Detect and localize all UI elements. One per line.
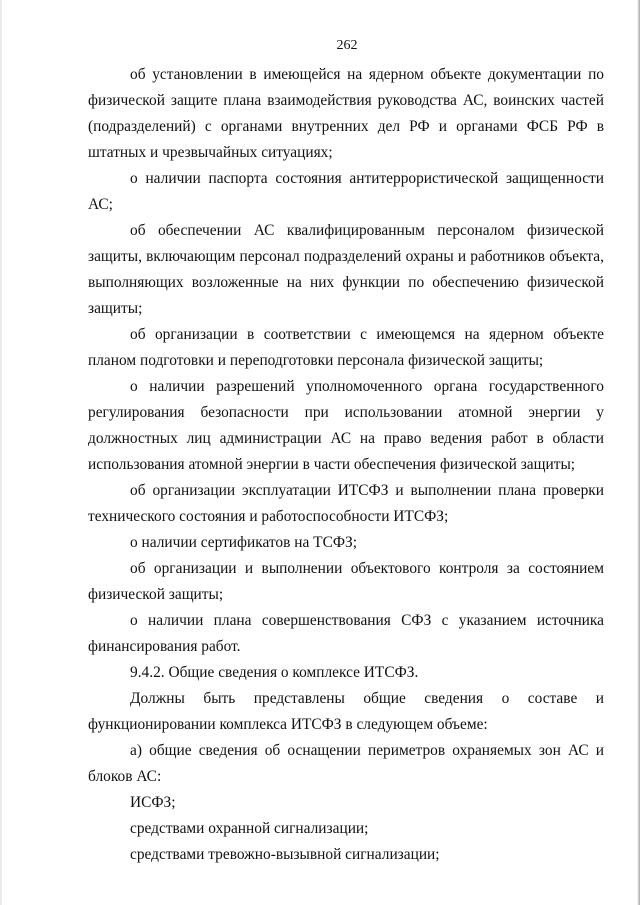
paragraph-object-control: об организации и выполнении объектового контроля за состоянием физической защиты; [88,560,604,603]
paragraph-improvement-plan: о наличии плана совершенствования СФЗ с указанием источника финансирования работ. [88,612,604,655]
paragraph-tsfz-certificates: о наличии сертификатов на ТСФЗ; [130,534,357,551]
paragraph-antiterror-passport: о наличии паспорта состояния антитеррористической защищенности АС; [88,170,604,213]
paragraph-coordination-plan: об установлении в имеющейся на ядерном объекте документации по физической защите плана взаимодействия руководства АС, воинских частей (подразделений) с органами внутренних дел РФ и органами ФСБ РФ в штатных и чрезвычайных ситуациях; [88,66,604,161]
section-heading-9-4-2: 9.4.2. Общие сведения о комплексе ИТСФЗ. [130,664,419,681]
scan-left-edge [0,0,2,905]
page-number: 262 [336,38,358,53]
paragraph-general-info: Должны быть представлены общие сведения о составе и функционировании комплекса ИТСФЗ в следующем объеме: [88,690,604,733]
paragraph-qualified-personnel: об обеспечении АС квалифицированным персоналом физической защиты, включающим персонал подразделений охраны и работников объекта, выполняющих возложенные на них функции по обеспечению физической защиты; [88,222,604,317]
paragraph-training-plan: об организации в соответствии с имеющемся на ядерном объекте планом подготовки и переподготовки персонала физической защиты; [88,326,604,369]
list-item-panic-alarm: средствами тревожно-вызывной сигнализации; [130,846,440,863]
list-item-a-perimeter-equipment: а) общие сведения об оснащении периметров охраняемых зон АС и блоков АС: [88,742,604,785]
list-item-isfz: ИСФЗ; [130,794,176,811]
list-item-security-alarm: средствами охранной сигнализации; [130,820,369,837]
paragraph-regulator-permits: о наличии разрешений уполномоченного органа государственного регулирования безопасности при использовании атомной энергии у должностных лиц администрации АС на право ведения работ в области использования атомной энергии в части обеспечения физической защиты; [88,378,604,473]
paragraph-itsfz-operation: об организации эксплуатации ИТСФЗ и выполнении плана проверки технического состояния и работоспособности ИТСФЗ; [88,482,604,525]
